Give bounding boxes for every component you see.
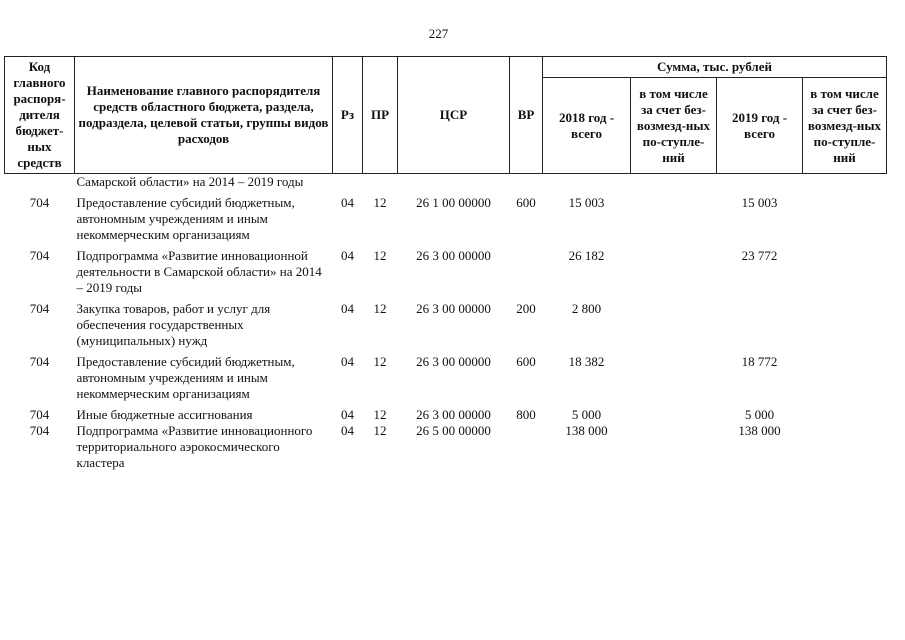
cell-y2018-free <box>631 407 717 423</box>
cell-vr: 600 <box>516 354 536 369</box>
cell-y2018: 26 182 <box>568 248 605 263</box>
cell-y2018: 15 003 <box>568 195 605 210</box>
cell-vr <box>510 423 543 476</box>
cell-y2018-free <box>631 423 717 476</box>
cell-y2018-free <box>631 195 717 248</box>
cell-y2018: 2 800 <box>571 301 602 316</box>
header-2019-free: в том числе за счет без-возмезд-ных по-ступле-ний <box>803 78 887 174</box>
cell-y2019-free <box>803 354 887 407</box>
cell-vr <box>510 174 543 196</box>
cell-y2019: 5 000 <box>744 407 775 422</box>
cell-y2018 <box>543 174 631 196</box>
cell-rz: 04 <box>341 407 354 422</box>
cell-y2019 <box>717 174 803 196</box>
cell-csr: 26 3 00 00000 <box>416 354 491 369</box>
header-csr: ЦСР <box>398 57 510 174</box>
page-number: 227 <box>428 26 449 41</box>
cell-y2018-free <box>631 301 717 354</box>
cell-y2019-free <box>803 301 887 354</box>
cell-pr: 12 <box>373 195 387 210</box>
table-row <box>5 195 887 248</box>
cell-name: Предоставление субсидий бюджетным, автономным учреждениям и иным некоммерческим организациям <box>76 195 295 242</box>
cell-vr: 800 <box>516 407 536 422</box>
header-2018-free: в том числе за счет без-возмезд-ных по-ступле-ний <box>631 78 717 174</box>
cell-code: 704 <box>29 354 50 369</box>
cell-name: Закупка товаров, работ и услуг для обеспечения государственных (муниципальных) нужд <box>76 301 271 348</box>
cell-code <box>5 174 75 196</box>
cell-vr: 600 <box>516 195 536 210</box>
cell-y2019-free <box>803 407 887 423</box>
table-row <box>5 407 887 423</box>
table-row <box>5 354 887 407</box>
cell-y2018: 18 382 <box>568 354 605 369</box>
cell-rz: 04 <box>341 195 354 210</box>
cell-csr: 26 3 00 00000 <box>416 407 491 422</box>
table-row <box>5 174 887 196</box>
cell-y2019-free <box>803 248 887 301</box>
cell-csr: 26 5 00 00000 <box>416 423 491 438</box>
cell-pr <box>363 174 398 196</box>
header-2019-total: 2019 год - всего <box>717 78 803 174</box>
cell-y2019: 138 000 <box>738 423 781 438</box>
cell-name: Предоставление субсидий бюджетным, автономным учреждениям и иным некоммерческим организациям <box>76 354 295 401</box>
cell-y2018-free <box>631 248 717 301</box>
cell-pr: 12 <box>373 423 387 438</box>
cell-pr: 12 <box>373 354 387 369</box>
cell-rz: 04 <box>341 423 354 438</box>
cell-csr: 26 3 00 00000 <box>416 301 491 316</box>
cell-name: Подпрограмма «Развитие инновационной деятельности в Самарской области» на 2014 – 2019 годы <box>76 248 322 295</box>
cell-code: 704 <box>29 301 50 316</box>
cell-rz: 04 <box>341 248 354 263</box>
cell-y2018: 138 000 <box>565 423 608 438</box>
cell-pr: 12 <box>373 248 387 263</box>
cell-y2019: 15 003 <box>741 195 778 210</box>
header-2018-total: 2018 год - всего <box>543 78 631 174</box>
cell-vr: 200 <box>516 301 536 316</box>
cell-y2018: 5 000 <box>571 407 602 422</box>
header-sum: Сумма, тыс. рублей <box>543 57 887 78</box>
header-rz: Рз <box>333 57 363 174</box>
cell-vr <box>510 248 543 301</box>
cell-rz: 04 <box>341 301 354 316</box>
cell-code: 704 <box>29 423 50 438</box>
table-header <box>5 57 887 174</box>
table-row <box>5 301 887 354</box>
cell-y2019 <box>717 301 803 354</box>
header-name: Наименование главного распорядителя средств областного бюджета, раздела, подраздела, целевой статьи, группы видов расходов <box>75 57 333 174</box>
table-row <box>5 248 887 301</box>
cell-pr: 12 <box>373 301 387 316</box>
header-pr: ПР <box>363 57 398 174</box>
cell-name: Самарской области» на 2014 – 2019 годы <box>76 174 304 189</box>
header-code: Код главного распоря-дителя бюджет-ных средств <box>5 57 75 174</box>
cell-name: Подпрограмма «Развитие инновационного территориального аэрокосмического кластера <box>76 423 313 470</box>
table-body <box>5 174 887 477</box>
cell-code: 704 <box>29 407 50 422</box>
cell-y2018-free <box>631 174 717 196</box>
cell-y2019: 23 772 <box>741 248 778 263</box>
table-row <box>5 423 887 476</box>
cell-name: Иные бюджетные ассигнования <box>76 407 253 422</box>
cell-csr: 26 3 00 00000 <box>416 248 491 263</box>
header-vr: ВР <box>510 57 543 174</box>
cell-pr: 12 <box>373 407 387 422</box>
cell-code: 704 <box>29 248 50 263</box>
cell-code: 704 <box>29 195 50 210</box>
cell-y2019-free <box>803 423 887 476</box>
budget-table <box>4 56 887 476</box>
cell-rz: 04 <box>341 354 354 369</box>
cell-csr: 26 1 00 00000 <box>416 195 491 210</box>
cell-y2019-free <box>803 174 887 196</box>
cell-y2019-free <box>803 195 887 248</box>
cell-y2019: 18 772 <box>741 354 778 369</box>
cell-rz <box>333 174 363 196</box>
cell-y2018-free <box>631 354 717 407</box>
cell-csr <box>398 174 510 196</box>
